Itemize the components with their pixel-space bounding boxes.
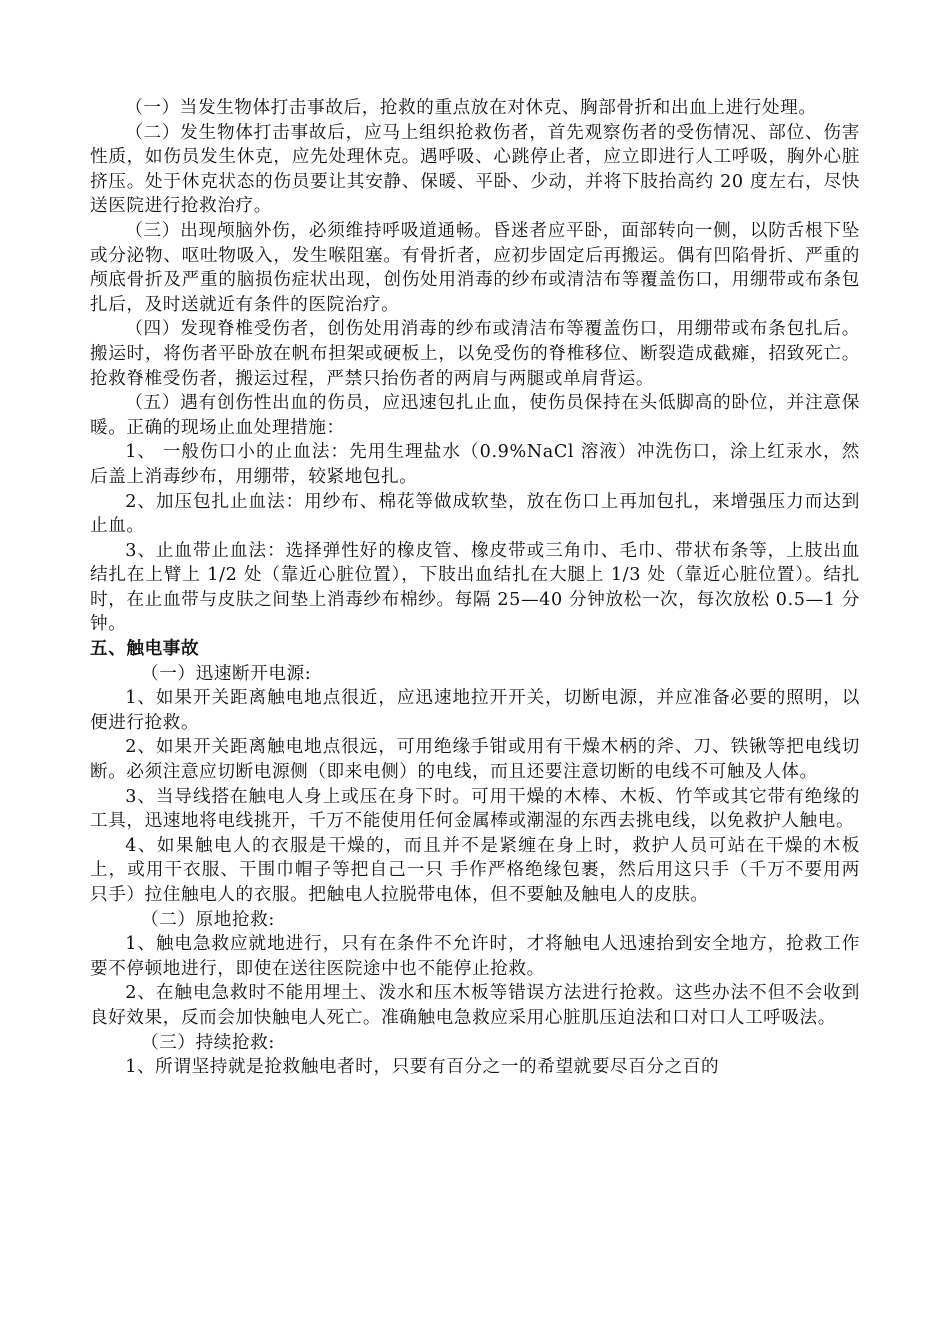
sub1-item-3: 3、当导线搭在触电人身上或压在身下时。可用干燥的木棒、木板、竹竿或其它带有绝缘的工具，迅速地将电线挑开，千万不能使用任何金属棒或潮湿的东西去挑电线，以免救护人触电。 (90, 786, 860, 832)
document-page (90, 96, 860, 1080)
paragraph-3: （三）出现颅脑外伤，必须维持呼吸道通畅。昏迷者应平卧，面部转向一侧，以防舌根下坠或分泌物、呕吐物吸入，发生喉阻塞。有骨折者，应初步固定后再搬运。偶有凹陷骨折、严重的颅底骨折及严重的脑损伤症状出现，创伤处用消毒的纱布或清洁布等覆盖伤口，用绷带或布条包扎后，及时送就近有条件的医院治疗。 (90, 220, 860, 315)
sub1-item-4: 4、如果触电人的衣服是干燥的，而且并不是紧缠在身上时，救护人员可站在干燥的木板上，或用干衣服、干围巾帽子等把自己一只 手作严格绝缘包裹，然后用这只手（千万不要用两只手）拉住触电人的衣服。把触电人拉脱带电体，但不要触及触电人的皮肤。 (90, 835, 860, 905)
paragraph-8: 3、止血带止血法：选择弹性好的橡皮管、橡皮带或三角巾、毛巾、带状布条等，上肢出血结扎在上臂上 1/2 处（靠近心脏位置），下肢出血结扎在大腿上 1/3 处（靠近心脏位置）。结扎时，在止血带与皮肤之间垫上消毒纱布棉纱。每隔 25—40 分钟放松一次，每次放松 0.5—1 分钟。 (90, 540, 860, 635)
paragraph-7: 2、加压包扎止血法：用纱布、棉花等做成软垫，放在伤口上再加包扎，来增强压力而达到止血。 (90, 491, 860, 537)
sub1-item-1: 1、如果开关距离触电地点很近，应迅速地拉开开关，切断电源，并应准备必要的照明，以便进行抢救。 (90, 688, 860, 733)
subheading-1: （一）迅速断开电源: (141, 663, 312, 684)
section-heading: 五、触电事故 (90, 639, 200, 660)
sub3-item-1: 1、所谓坚持就是抢救触电者时，只要有百分之一的希望就要尽百分之百的 (125, 1057, 720, 1078)
paragraph-1: （一）当发生物体打击事故后，抢救的重点放在对休克、胸部骨折和出血上进行处理。 (125, 98, 817, 118)
paragraph-4: （四）发现脊椎受伤者，创伤处用消毒的纱布或清洁布等覆盖伤口，用绷带或布条包扎后。搬运时，将伤者平卧放在帆布担架或硬板上，以免受伤的脊椎移位、断裂造成截瘫，招致死亡。抢救脊椎受伤者，搬运过程，严禁只抬伤者的两肩与两腿或单肩背运。 (90, 319, 860, 389)
sub1-item-2: 2、如果开关距离触电地点很远，可用绝缘手钳或用有干燥木柄的斧、刀、铁锹等把电线切断。必须注意应切断电源侧（即来电侧）的电线，而且还要注意切断的电线不可触及人体。 (90, 737, 860, 783)
sub2-item-2: 2、在触电急救时不能用埋土、泼水和压木板等错误方法进行抢救。这些办法不但不会收到良好效果，反而会加快触电人死亡。准确触电急救应采用心脏肌压迫法和口对口人工呼吸法。 (90, 983, 860, 1028)
sub2-item-1: 1、触电急救应就地进行，只有在条件不允许时，才将触电人迅速抬到安全地方，抢救工作要不停顿地进行，即使在送往医院途中也不能停止抢救。 (90, 934, 860, 979)
paragraph-5: （五）遇有创伤性出血的伤员，应迅速包扎止血，使伤员保持在头低脚高的卧位，并注意保暖。正确的现场止血处理措施： (90, 393, 860, 438)
subheading-2: （二）原地抢救: (141, 909, 275, 930)
paragraph-2: （二）发生物体打击事故后，应马上组织抢救伤者，首先观察伤者的受伤情况、部位、伤害性质，如伤员发生休克，应先处理休克。遇呼吸、心跳停止者，应立即进行人工呼吸，胸外心脏挤压。处于休克状态的伤员要让其安静、保暖、平卧、少动，并将下肢抬高约 20 度左右，尽快送医院进行抢救治疗。 (90, 122, 860, 217)
subheading-3: （三）持续抢救: (141, 1032, 275, 1053)
paragraph-6: 1、 一般伤口小的止血法：先用生理盐水（0.9%NaCl 溶液）冲洗伤口，涂上红汞水，然后盖上消毒纱布，用绷带，较紧地包扎。 (90, 442, 860, 487)
